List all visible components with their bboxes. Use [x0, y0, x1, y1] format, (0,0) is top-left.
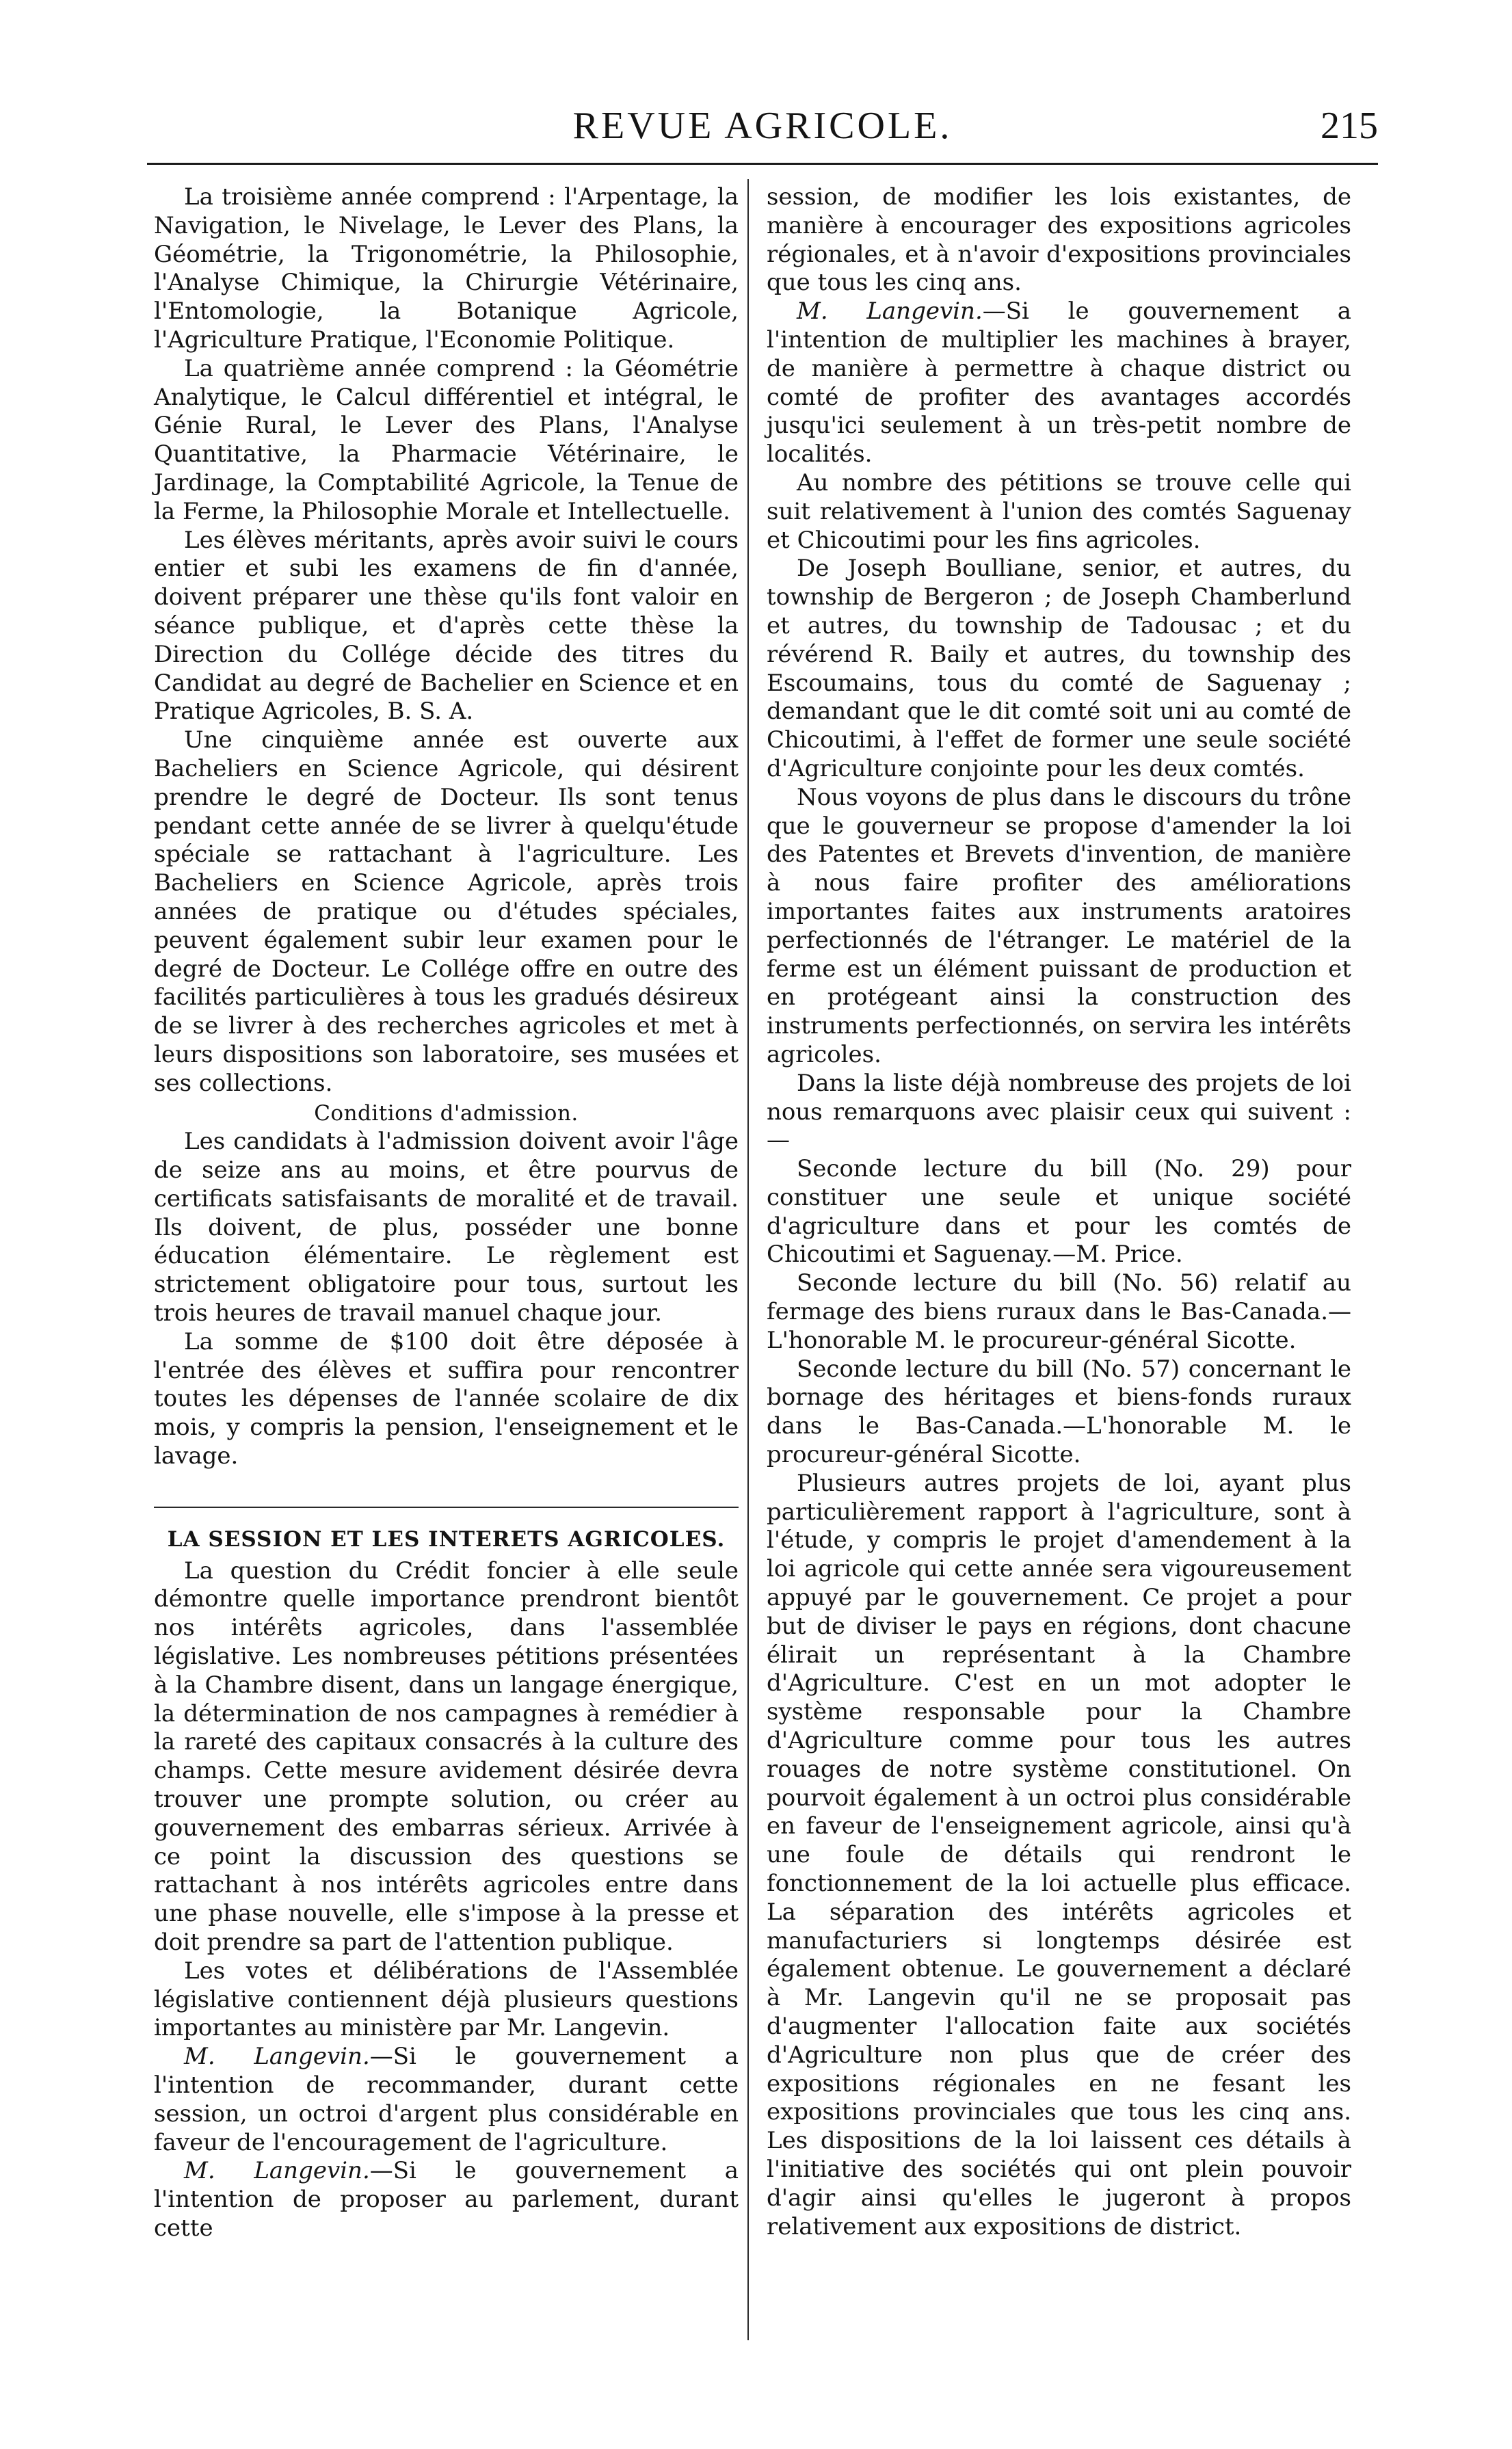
- paragraph-question-1: [154, 2043, 739, 2157]
- page-number: 215: [1321, 105, 1378, 147]
- paragraph-fourth-year: La quatrième année comprend : la Géométrie Analytique, le Calcul différentiel et intégral, le Génie Rural, le Lever des Plans, l'Analyse Quantitative, la Pharmacie Vétérinaire, le Jardinage, la Comptabilité Agricole, la Tenue de la Ferme, la Philosophie Morale et Intellectuelle.: [154, 354, 739, 525]
- header-rule: [147, 163, 1378, 165]
- paragraph-bill-29: Seconde lecture du bill (No. 29) pour constituer une seule et unique société d'agriculture dans et pour les comtés de Chicoutimi et Saguenay.—M. Price.: [767, 1155, 1351, 1269]
- question-text: —Si le gouvernement a l'intention de recommander, durant cette session, un octroi d'argent plus considérable en faveur de l'encouragement de l'agriculture.: [154, 2043, 739, 2156]
- section-title: LA SESSION ET LES INTERETS AGRICOLES.: [154, 1507, 739, 1554]
- right-column: [767, 183, 1351, 2241]
- page-header: [147, 89, 1378, 150]
- speaker-name: M. Langevin.: [184, 2157, 370, 2185]
- paragraph-fifth-year: Une cinquième année est ouverte aux Bacheliers en Science Agricole, qui désirent prendre le degré de Docteur. Ils sont tenus pendant cette année de se livrer à quelqu'étude spéciale se rattachant à l'agriculture. Les Bacheliers en Science Agricole, après trois années de pratique ou d'études spéciales, peuvent également subir leur examen pour le degré de Docteur. Le Collége offre en outre des facilités particulières à tous les gradués désireux de se livrer à des recherches agricoles et met à leurs dispositions son laboratoire, ses musées et ses collections.: [154, 726, 739, 1097]
- paragraph-bill-56: Seconde lecture du bill (No. 56) relatif au fermage des biens ruraux dans le Bas-Canada.—L'honorable M. le procureur-général Sicotte.: [767, 1269, 1351, 1354]
- paragraph-votes: Les votes et délibérations de l'Assemblée législative contiennent déjà plusieurs questions importantes au ministère par Mr. Langevin.: [154, 1957, 739, 2042]
- paragraph-question-2: [154, 2157, 739, 2242]
- paragraph-petitions: Au nombre des pétitions se trouve celle qui suit relativement à l'union des comtés Saguenay et Chicoutimi pour les fins agricoles.: [767, 468, 1351, 554]
- paragraph-thesis: Les élèves méritants, après avoir suivi le cours entier et subi les examens de fin d'année, doivent préparer une thèse qu'ils font valoir en séance publique, et d'après cette thèse la Direction du Collége décide des titres du Candidat au degré de Bachelier en Science et en Pratique Agricoles, B. S. A.: [154, 526, 739, 726]
- paragraph-continuation: session, de modifier les lois existantes, de manière à encourager des expositions agricoles régionales, et à n'avoir d'expositions provinciales que tous les cinq ans.: [767, 183, 1351, 297]
- speaker-name: M. Langevin.: [184, 2043, 370, 2071]
- paragraph-third-year: La troisième année comprend : l'Arpentage, la Navigation, le Nivelage, le Lever des Plans, la Géométrie, la Trigonométrie, la Philosophie, l'Analyse Chimique, la Chirurgie Vétérinaire, l'Entomologie, la Botanique Agricole, l'Agriculture Pratique, l'Economie Politique.: [154, 183, 739, 354]
- admission-subheading: Conditions d'admission.: [314, 1100, 579, 1126]
- speaker-name: M. Langevin.: [797, 297, 983, 326]
- paragraph-petition-text: De Joseph Boulliane, senior, et autres, du township de Bergeron ; de Joseph Chamberlund et autres, du township de Tadousac ; et du révérend R. Baily et autres, du township des Escoumains, tous du comté de Saguenay ; demandant que le dit comté soit uni au comté de Chicoutimi, à l'effet de former une seule société d'Agriculture conjointe pour les deux comtés.: [767, 555, 1351, 782]
- running-title: REVUE AGRICOLE.: [572, 105, 953, 147]
- paragraph-other-projects: Plusieurs autres projets de loi, ayant plus particulièrement rapport à l'agriculture, sont à l'étude, y compris le projet d'amendement à la loi agricole qui cette année sera vigoureusement appuyé par le gouvernement. Ce projet a pour but de diviser le pays en régions, dont chacune élirait un représentant à la Chambre d'Agriculture. C'est en un mot adopter le système responsable pour la Chambre d'Agriculture comme pour tous les autres rouages de notre système constitutionel. On pourvoit également à un octroi plus considérable en faveur de l'enseignement agricole, ainsi qu'à une foule de détails qui rendront le fonctionnement de la loi actuelle plus efficace. La séparation des intérêts agricoles et manufacturiers si longtemps désirée est également obtenue. Le gouvernement a déclaré à Mr. Langevin qu'il ne se proposait pas d'augmenter l'allocation faite aux sociétés d'Agriculture non plus que de créer des expositions régionales en ne fesant les expositions provinciales que tous les cinq ans. Les dispositions de la loi laissent ces détails à l'initiative des sociétés qui ont plein pouvoir d'agir ainsi qu'elles le jugeront à propos relativement aux expositions de district.: [767, 1469, 1351, 2240]
- paragraph-bill-57: Seconde lecture du bill (No. 57) concernant le bornage des héritages et biens-fonds ruraux dans le Bas-Canada.—L'honorable M. le procureur-général Sicotte.: [767, 1355, 1351, 1469]
- question-text: —Si le gouvernement a l'intention de multiplier les machines à brayer, de manière à permettre à chaque district ou comté de profiter des avantages accordés jusqu'ici seulement à un très-petit nombre de localités.: [767, 297, 1351, 468]
- paragraph-question-3: [767, 297, 1351, 469]
- paragraph-credit-foncier: La question du Crédit foncier à elle seule démontre quelle importance prendront bientôt nos intérêts agricoles, dans l'assemblée législative. Les nombreuses pétitions présentées à la Chambre disent, dans un langage énergique, la détermination de nos campagnes à remédier à la rareté des capitaux consacrés à la culture des champs. Cette mesure avidement désirée devra trouver une prompte solution, ou créer au gouvernement des embarras sérieux. Arrivée à ce point la discussion des questions se rattachant à nos intérêts agricoles entre dans une phase nouvelle, elle s'impose à la presse et doit prendre sa part de l'attention publique.: [154, 1557, 739, 1957]
- left-column: [154, 183, 739, 2243]
- paragraph-admission: Les candidats à l'admission doivent avoir l'âge de seize ans au moins, et être pourvus de certificats satisfaisants de moralité et de travail. Ils doivent, de plus, posséder une bonne éducation élémentaire. Le règlement est strictement obligatoire pour tous, surtout les trois heures de travail manuel chaque jour.: [154, 1128, 739, 1327]
- paragraph-throne-speech: Nous voyons de plus dans le discours du trône que le gouverneur se propose d'amender la loi des Patentes et Brevets d'invention, de manière à nous faire profiter des améliorations importantes faites aux instruments aratoires perfectionnés de l'étranger. Le matériel de la ferme est un élément puissant de production et en protégeant ainsi la construction des instruments perfectionnés, on servira les intérêts agricoles.: [767, 783, 1351, 1068]
- column-divider: [747, 179, 749, 2340]
- paragraph-fees: La somme de $100 doit être déposée à l'entrée des élèves et suffira pour rencontrer toutes les dépenses de l'année scolaire de dix mois, y compris la pension, l'enseignement et le lavage.: [154, 1327, 739, 1470]
- question-text: —Si le gouvernement a l'intention de proposer au parlement, durant cette: [154, 2157, 739, 2242]
- paragraph-bill-list: Dans la liste déjà nombreuse des projets de loi nous remarquons avec plaisir ceux qui suivent :—: [767, 1069, 1351, 1154]
